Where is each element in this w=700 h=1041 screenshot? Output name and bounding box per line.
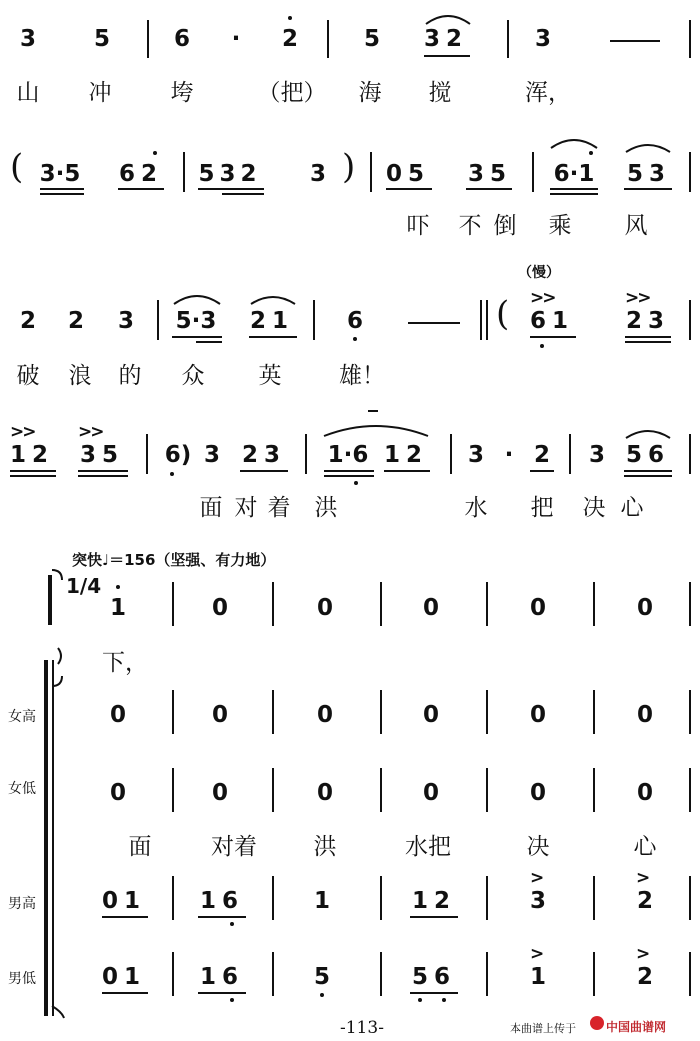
note: 0 bbox=[211, 702, 229, 728]
note-group: 12 bbox=[411, 888, 457, 914]
note: 3 bbox=[588, 442, 606, 468]
note-group: 3·5 bbox=[39, 161, 81, 187]
note: 6 bbox=[346, 308, 364, 334]
underline bbox=[40, 188, 84, 190]
barline bbox=[305, 434, 307, 474]
underline bbox=[386, 188, 432, 190]
note: 2 bbox=[281, 26, 299, 52]
extension-dash bbox=[408, 322, 460, 324]
note: 3 bbox=[203, 442, 221, 468]
note-group: 56 bbox=[625, 442, 671, 468]
site-logo-icon bbox=[590, 1016, 604, 1030]
note: 1 bbox=[109, 595, 127, 621]
underline bbox=[530, 336, 576, 338]
barline bbox=[593, 876, 595, 920]
barline bbox=[146, 434, 148, 474]
slur bbox=[624, 426, 672, 440]
accent-mark: > bbox=[636, 944, 649, 964]
note: 3 bbox=[309, 161, 327, 187]
note: 0 bbox=[636, 702, 654, 728]
note: 3 bbox=[534, 26, 552, 52]
open-paren: ( bbox=[10, 147, 24, 187]
underline bbox=[424, 55, 470, 57]
note: 0 bbox=[636, 780, 654, 806]
note: 0 bbox=[316, 702, 334, 728]
part-label: 男低 bbox=[8, 971, 36, 987]
barline bbox=[380, 690, 382, 734]
lyric: 面 bbox=[199, 495, 223, 521]
barline bbox=[689, 690, 691, 734]
underline bbox=[118, 188, 164, 190]
underline bbox=[78, 470, 128, 472]
brace bbox=[48, 566, 68, 696]
note-group: 12 bbox=[383, 442, 429, 468]
lyric: 乘 bbox=[548, 213, 572, 239]
octave-dot bbox=[354, 481, 358, 485]
lyric: 雄！ bbox=[339, 363, 385, 389]
site-name[interactable]: 中国曲谱网 bbox=[606, 1020, 667, 1034]
slur bbox=[549, 134, 599, 150]
extension-dash bbox=[610, 40, 660, 42]
lyric: 下， bbox=[102, 650, 148, 676]
underline bbox=[410, 992, 458, 994]
barline bbox=[486, 690, 488, 734]
underline bbox=[198, 188, 264, 190]
lyric: 搅 bbox=[428, 80, 452, 106]
lyric: 决 bbox=[582, 495, 606, 521]
tempo-marking: 突快♩＝156（坚强、有力地） bbox=[72, 551, 276, 569]
barline bbox=[486, 582, 488, 626]
barline bbox=[370, 152, 372, 192]
barline bbox=[172, 768, 174, 812]
underline bbox=[384, 470, 430, 472]
lyric: 浪 bbox=[68, 363, 92, 389]
underline bbox=[102, 992, 148, 994]
underline bbox=[625, 341, 671, 343]
underline bbox=[40, 193, 84, 195]
lyric: 洪 bbox=[314, 495, 338, 521]
note-group: 1·6 bbox=[327, 442, 369, 468]
note-group: 21 bbox=[249, 308, 295, 334]
barline bbox=[689, 434, 691, 474]
barline bbox=[486, 876, 488, 920]
slur bbox=[424, 10, 472, 26]
lyric: 决 bbox=[526, 834, 550, 860]
barline bbox=[313, 300, 315, 340]
note: 6 bbox=[173, 26, 191, 52]
page-number: -113- bbox=[340, 1018, 384, 1038]
octave-dot bbox=[116, 585, 120, 589]
note: 2 bbox=[67, 308, 85, 334]
note: 5 bbox=[93, 26, 111, 52]
note: 0 bbox=[422, 595, 440, 621]
octave-dot bbox=[589, 151, 593, 155]
barline bbox=[689, 876, 691, 920]
note-group: 532 bbox=[198, 161, 262, 187]
underline bbox=[196, 341, 222, 343]
close-paren: ) bbox=[342, 147, 356, 187]
barline bbox=[532, 152, 534, 192]
note-group: 61 bbox=[529, 308, 575, 334]
underline bbox=[240, 470, 288, 472]
barline bbox=[689, 152, 691, 192]
lyric: 对 bbox=[234, 495, 258, 521]
underline bbox=[10, 475, 56, 477]
barline bbox=[689, 20, 691, 58]
accent-mark: > bbox=[530, 868, 543, 888]
underline bbox=[624, 188, 672, 190]
barline bbox=[157, 300, 159, 340]
lyric: 心 bbox=[633, 834, 657, 860]
barline bbox=[480, 300, 482, 340]
barline bbox=[172, 876, 174, 920]
note: 0 bbox=[211, 780, 229, 806]
barline bbox=[380, 952, 382, 996]
barline bbox=[450, 434, 452, 474]
note-group: 23 bbox=[241, 442, 287, 468]
accent-mark: >> bbox=[625, 288, 650, 308]
accent-mark: >> bbox=[78, 422, 103, 442]
note-group: 16 bbox=[199, 888, 245, 914]
system-bracket bbox=[52, 660, 54, 1016]
lyric: 海 bbox=[358, 80, 382, 106]
note-group: 32 bbox=[423, 26, 469, 52]
note-dot: · bbox=[504, 442, 514, 468]
octave-dot bbox=[170, 472, 174, 476]
note: 0 bbox=[529, 595, 547, 621]
underline bbox=[625, 336, 671, 338]
lyric: 面 bbox=[128, 834, 152, 860]
note-dot: · bbox=[231, 26, 241, 52]
lyric: 众 bbox=[181, 363, 205, 389]
lyric: 垮 bbox=[170, 80, 194, 106]
bracket-end bbox=[48, 1004, 68, 1022]
lyric: 破 bbox=[16, 363, 40, 389]
underline bbox=[10, 470, 56, 472]
note-group: 23 bbox=[625, 308, 671, 334]
part-label: 女高 bbox=[8, 709, 36, 725]
barline bbox=[569, 434, 571, 474]
lyric: 的 bbox=[118, 363, 142, 389]
barline bbox=[183, 152, 185, 192]
barline bbox=[593, 952, 595, 996]
octave-dot bbox=[540, 344, 544, 348]
barline bbox=[272, 952, 274, 996]
tempo-mark: （慢） bbox=[518, 265, 560, 281]
octave-dot bbox=[353, 337, 357, 341]
barline bbox=[593, 582, 595, 626]
barline bbox=[272, 768, 274, 812]
underline bbox=[198, 992, 246, 994]
note: 2 bbox=[533, 442, 551, 468]
part-label: 女低 bbox=[8, 781, 36, 797]
lyric: 冲 bbox=[88, 80, 112, 106]
note: 0 bbox=[211, 595, 229, 621]
lyric: 浑， bbox=[525, 80, 571, 106]
lyric: 风 bbox=[624, 213, 648, 239]
barline bbox=[507, 20, 509, 58]
underline bbox=[78, 475, 128, 477]
note: 1 bbox=[529, 964, 547, 990]
upload-note: 本曲谱上传于 bbox=[510, 1022, 576, 1035]
note: 0 bbox=[529, 702, 547, 728]
lyric: 水把 bbox=[405, 834, 451, 860]
accent-mark: >> bbox=[530, 288, 555, 308]
note: 0 bbox=[529, 780, 547, 806]
barline bbox=[689, 582, 691, 626]
barline bbox=[272, 582, 274, 626]
underline bbox=[624, 470, 672, 472]
barline bbox=[486, 768, 488, 812]
underline bbox=[530, 470, 554, 472]
barline bbox=[272, 876, 274, 920]
underline bbox=[466, 188, 512, 190]
barline bbox=[486, 300, 488, 340]
barline bbox=[380, 582, 382, 626]
lyric: 英 bbox=[258, 363, 282, 389]
octave-dot bbox=[418, 998, 422, 1002]
barline bbox=[689, 768, 691, 812]
lyric: 着 bbox=[267, 495, 291, 521]
lyric: （把） bbox=[257, 80, 327, 106]
lyric: 对着 bbox=[211, 834, 257, 860]
note: 5 bbox=[313, 964, 331, 990]
note-group: 01 bbox=[101, 888, 147, 914]
lyric: 吓 bbox=[406, 213, 430, 239]
note: 3 bbox=[117, 308, 135, 334]
lyric: 水 bbox=[464, 495, 488, 521]
underline bbox=[102, 916, 148, 918]
note: 0 bbox=[316, 595, 334, 621]
note: 0 bbox=[109, 780, 127, 806]
note: 2 bbox=[636, 888, 654, 914]
barline bbox=[593, 768, 595, 812]
barline bbox=[689, 300, 691, 340]
barline bbox=[172, 582, 174, 626]
note-group: 16 bbox=[199, 964, 245, 990]
lyric: 不 bbox=[458, 213, 482, 239]
note-group: 12 bbox=[9, 442, 55, 468]
note: 0 bbox=[109, 702, 127, 728]
note-group: 62 bbox=[118, 161, 164, 187]
accent-mark: >> bbox=[10, 422, 35, 442]
note-group: 05 bbox=[385, 161, 431, 187]
note: 5 bbox=[363, 26, 381, 52]
system-bracket bbox=[44, 660, 48, 1016]
note-group: 56 bbox=[411, 964, 457, 990]
note: 0 bbox=[422, 780, 440, 806]
tick-mark bbox=[368, 410, 378, 412]
lyric: 洪 bbox=[313, 834, 337, 860]
note: 2 bbox=[19, 308, 37, 334]
note-group: 35 bbox=[467, 161, 513, 187]
barline bbox=[380, 876, 382, 920]
octave-dot bbox=[230, 998, 234, 1002]
note: 0 bbox=[636, 595, 654, 621]
note: 2 bbox=[636, 964, 654, 990]
part-label: 男高 bbox=[8, 896, 36, 912]
underline bbox=[550, 188, 598, 190]
barline bbox=[172, 690, 174, 734]
octave-dot bbox=[442, 998, 446, 1002]
octave-dot bbox=[153, 151, 157, 155]
open-paren: ( bbox=[496, 294, 510, 334]
note: 3 bbox=[467, 442, 485, 468]
note-group: 5·3 bbox=[175, 308, 217, 334]
barline bbox=[172, 952, 174, 996]
note: 3 bbox=[19, 26, 37, 52]
barline bbox=[380, 768, 382, 812]
underline bbox=[410, 916, 458, 918]
note-group: 6·1 bbox=[553, 161, 595, 187]
underline bbox=[324, 470, 374, 472]
note-group: 35 bbox=[79, 442, 125, 468]
slur bbox=[249, 292, 297, 306]
slur bbox=[624, 140, 672, 154]
underline bbox=[198, 916, 246, 918]
note: 0 bbox=[422, 702, 440, 728]
slur bbox=[322, 420, 430, 438]
octave-dot bbox=[288, 16, 292, 20]
underline bbox=[222, 193, 264, 195]
note-group: 01 bbox=[101, 964, 147, 990]
underline bbox=[172, 336, 222, 338]
lyric: 把 bbox=[530, 495, 554, 521]
lyric: 心 bbox=[620, 495, 644, 521]
note: 0 bbox=[316, 780, 334, 806]
note: 1 bbox=[313, 888, 331, 914]
underline bbox=[550, 193, 598, 195]
note: 3 bbox=[529, 888, 547, 914]
time-signature: 1/4 bbox=[66, 574, 102, 598]
barline bbox=[486, 952, 488, 996]
barline bbox=[327, 20, 329, 58]
barline bbox=[147, 20, 149, 58]
note-group: 6) bbox=[164, 442, 192, 468]
underline bbox=[624, 475, 672, 477]
barline bbox=[689, 952, 691, 996]
lyric: 山 bbox=[16, 80, 40, 106]
accent-mark: > bbox=[636, 868, 649, 888]
accent-mark: > bbox=[530, 944, 543, 964]
octave-dot bbox=[230, 922, 234, 926]
barline bbox=[593, 690, 595, 734]
underline bbox=[324, 475, 374, 477]
slur bbox=[172, 290, 222, 306]
barline bbox=[272, 690, 274, 734]
underline bbox=[249, 336, 297, 338]
lyric: 倒 bbox=[493, 213, 517, 239]
note-group: 53 bbox=[626, 161, 672, 187]
octave-dot bbox=[320, 993, 324, 997]
